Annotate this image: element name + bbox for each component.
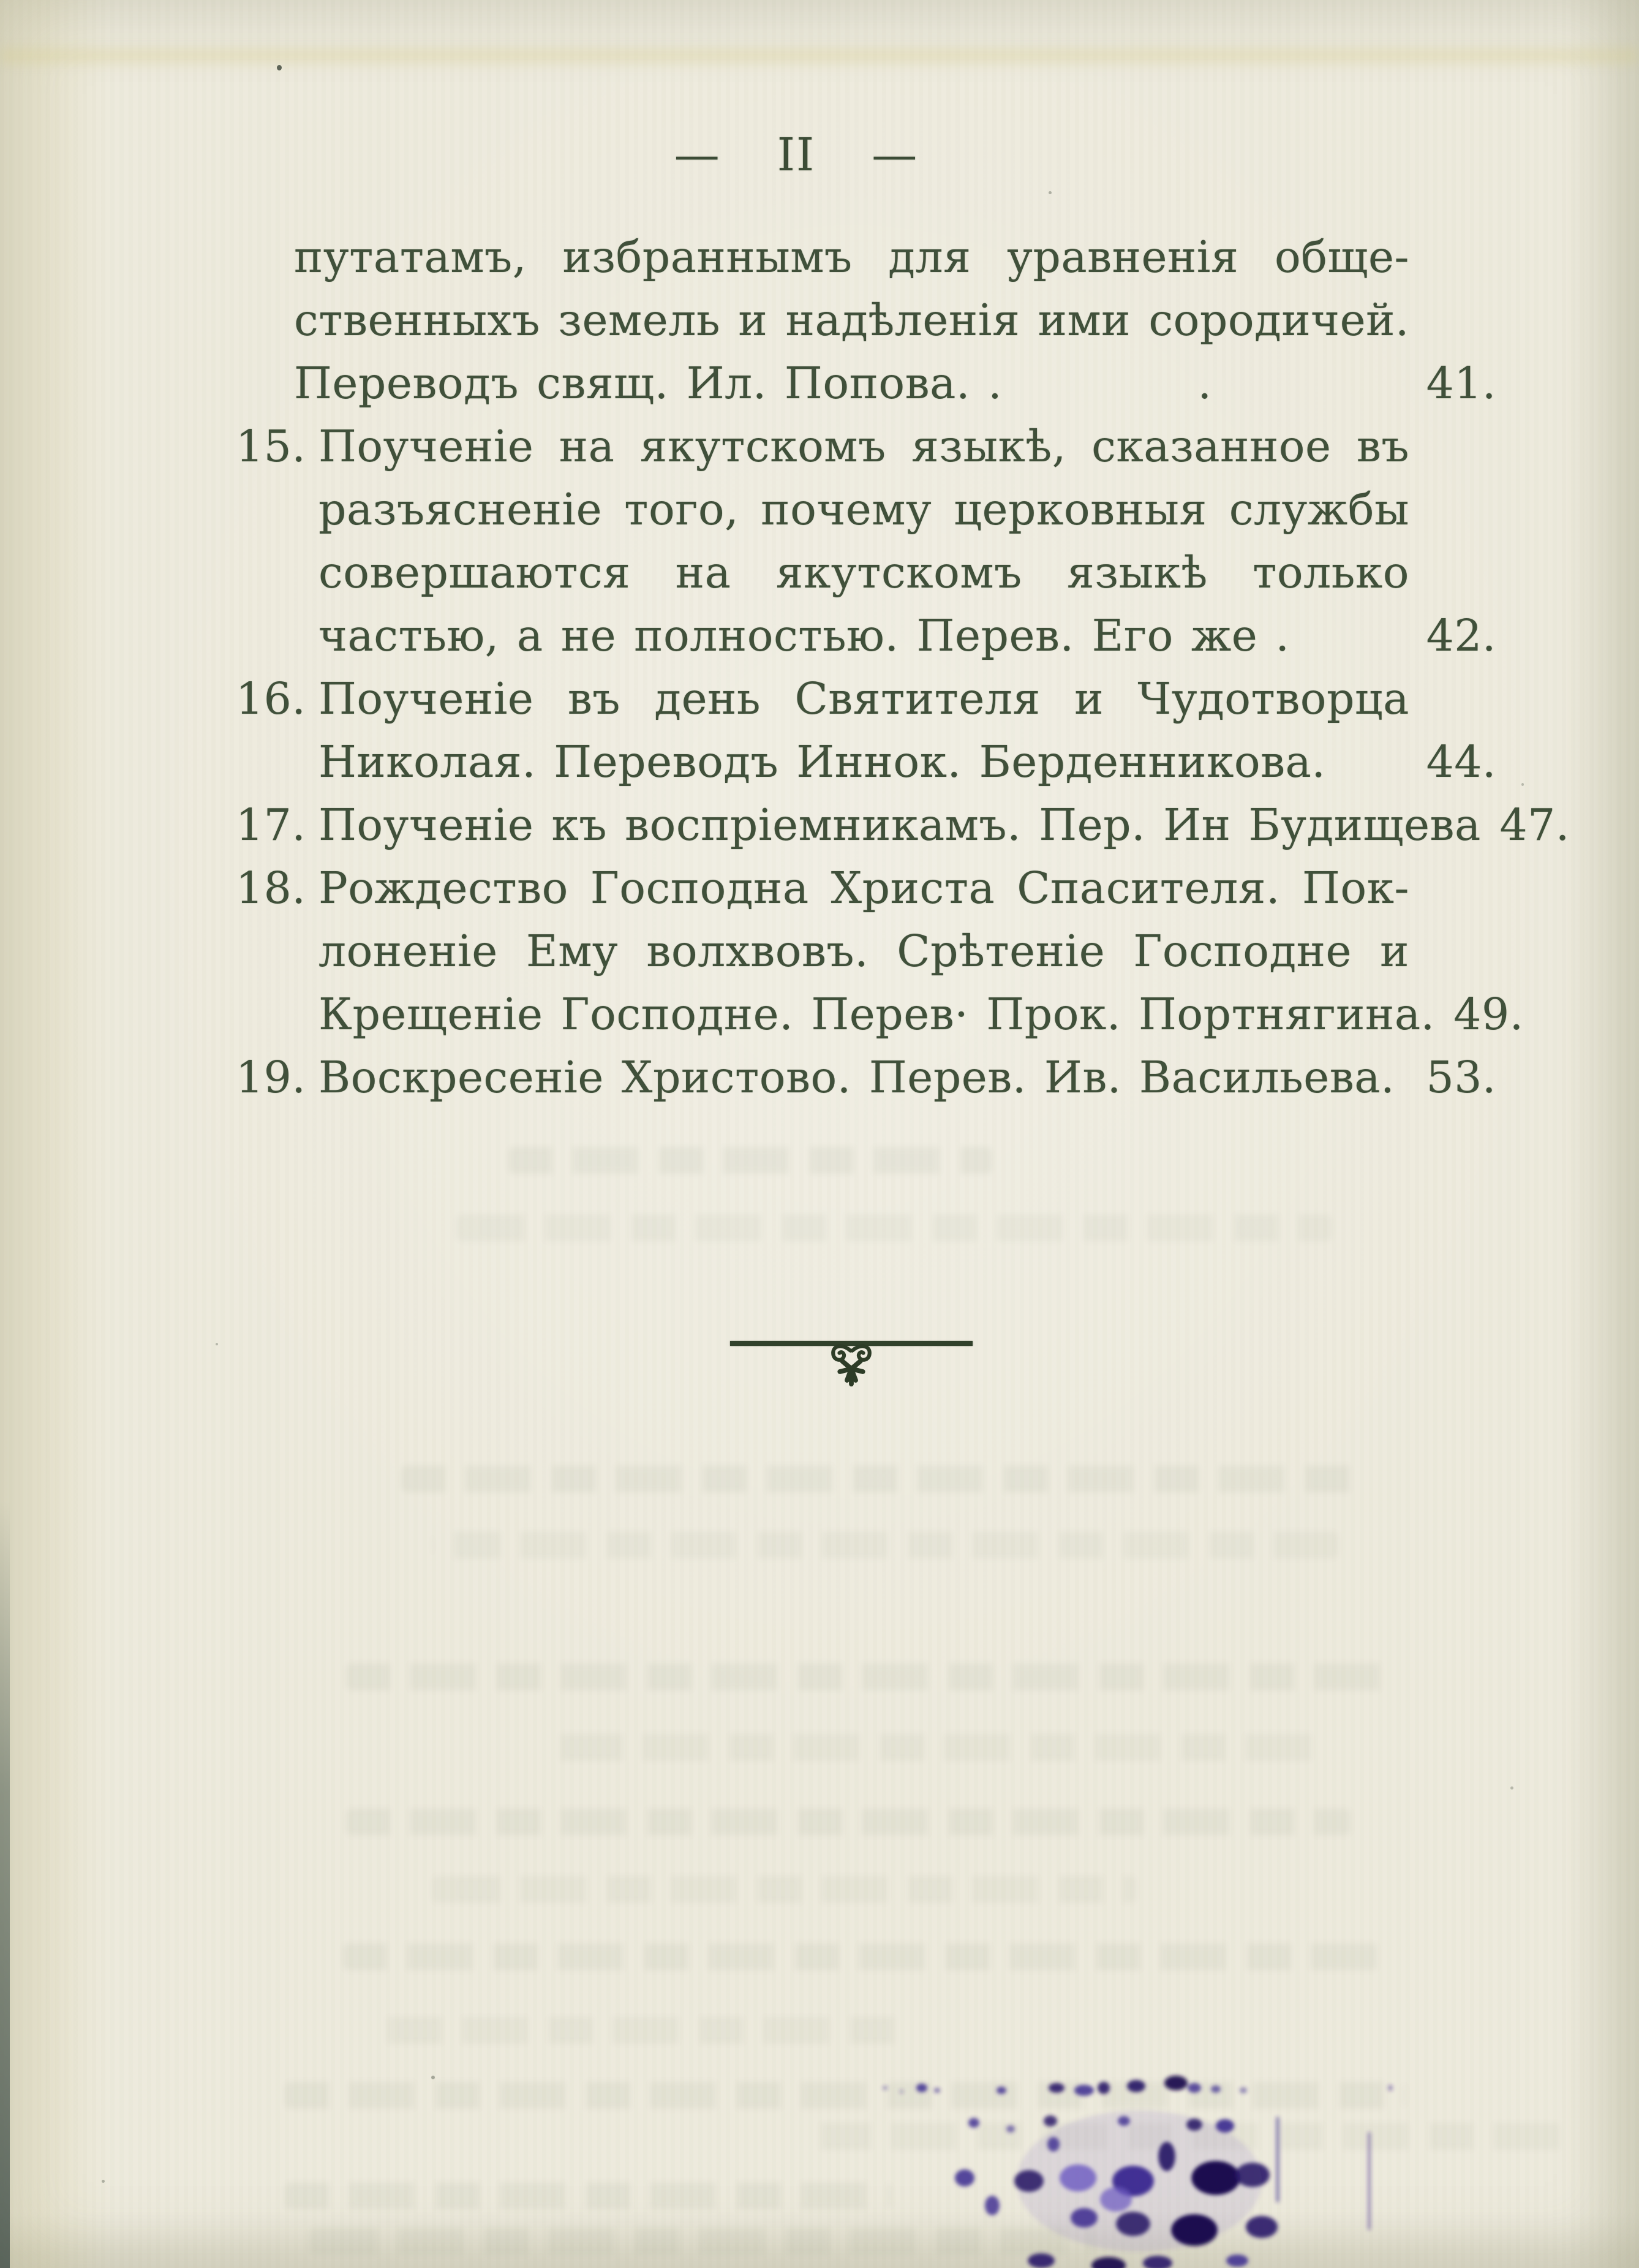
entry-number: 18. [236,863,306,913]
entry-text: Поученіе къ воспріемникамъ. Пер. Ин Будищева [318,799,1481,850]
toc-line [236,352,1496,415]
paper-speck [277,65,282,70]
ghost-line [456,1214,1332,1241]
entry-number: 15. [236,421,306,472]
entry-text: Николая. Переводъ Иннок. Берденникова. [318,736,1326,787]
page-header [0,121,1592,189]
header-dash-right: — [872,129,919,181]
toc-line [236,604,1496,667]
ink-stain [851,2052,1452,2268]
entry-page-number: 49. [1453,989,1524,1040]
paper-speck [102,2180,105,2183]
toc-line [236,415,1496,478]
paper-speck [1049,191,1052,194]
toc-line [236,541,1496,604]
entry-page-number: 47. [1499,799,1570,850]
page-edge-shadow [0,1501,10,2268]
entry-text: Рождество Господна Христа Спасителя. Пок- [318,863,1409,913]
entry-page-number: 53. [1426,1052,1496,1103]
ghost-line [432,1876,1136,1903]
toc-line [236,289,1496,352]
toc-line [236,856,1496,920]
ghost-line [346,1809,1351,1835]
ghost-line [346,1663,1387,1690]
paper-speck [216,1343,218,1345]
ghost-line [401,1465,1363,1492]
entry-number: 19. [236,1052,306,1103]
entry-text: лоненіе Ему волхвовъ. Срѣтеніе Господне и [318,926,1409,977]
paper-speck [1510,1786,1513,1790]
entry-text: разъясненіе того, почему церковныя службы [318,484,1409,535]
header-dash-left: — [674,129,721,181]
entry-number: 16. [236,673,306,724]
toc-line [236,730,1496,793]
leader-dot: . [1197,358,1212,409]
entry-text: ственныхъ земель и надѣленія ими сородичей. [294,295,1409,346]
entry-text: частью, а не полностью. Перев. Его же . [318,610,1290,661]
paper-speck [431,2076,435,2079]
toc-line [236,983,1524,1046]
toc-line [236,1046,1496,1109]
entry-number: 17. [236,799,306,850]
toc-line [236,478,1496,541]
paper-speck [1521,783,1524,786]
ghost-line [432,1532,1338,1559]
entry-page-number: 44. [1426,736,1496,787]
ghost-line [343,1943,1378,1970]
entry-text: путатамъ, избраннымъ для уравненія обще- [294,232,1409,282]
ghost-line [285,2182,891,2209]
entry-text: Поученіе на якутскомъ языкѣ, сказанное въ [318,421,1409,472]
section-divider [730,1341,973,1346]
page-number-roman: II [777,129,816,181]
entry-text: Воскресеніе Христово. Перев. Ив. Васильева. [318,1052,1395,1103]
toc-line [236,920,1496,983]
ghost-line [554,1734,1326,1761]
entry-text: Поученіе въ день Святителя и Чудотворца [318,673,1409,724]
ghost-line [374,2017,900,2044]
entry-text: совершаются на якутскомъ языкѣ только [318,547,1409,598]
entry-text: Крещеніе Господне. Перев· Прок. Портнягина. [318,989,1435,1040]
entry-text: Переводъ свящ. Ил. Попова. . [294,358,1003,409]
toc [236,225,1570,1109]
ghost-line [508,1147,992,1174]
toc-line [236,667,1496,730]
toc-line [236,793,1570,856]
entry-page-number: 41. [1426,358,1496,409]
entry-page-number: 42. [1426,610,1496,661]
toc-line [236,225,1496,289]
divider-fleuron-icon [827,1341,876,1391]
paper-crease [0,48,1639,64]
